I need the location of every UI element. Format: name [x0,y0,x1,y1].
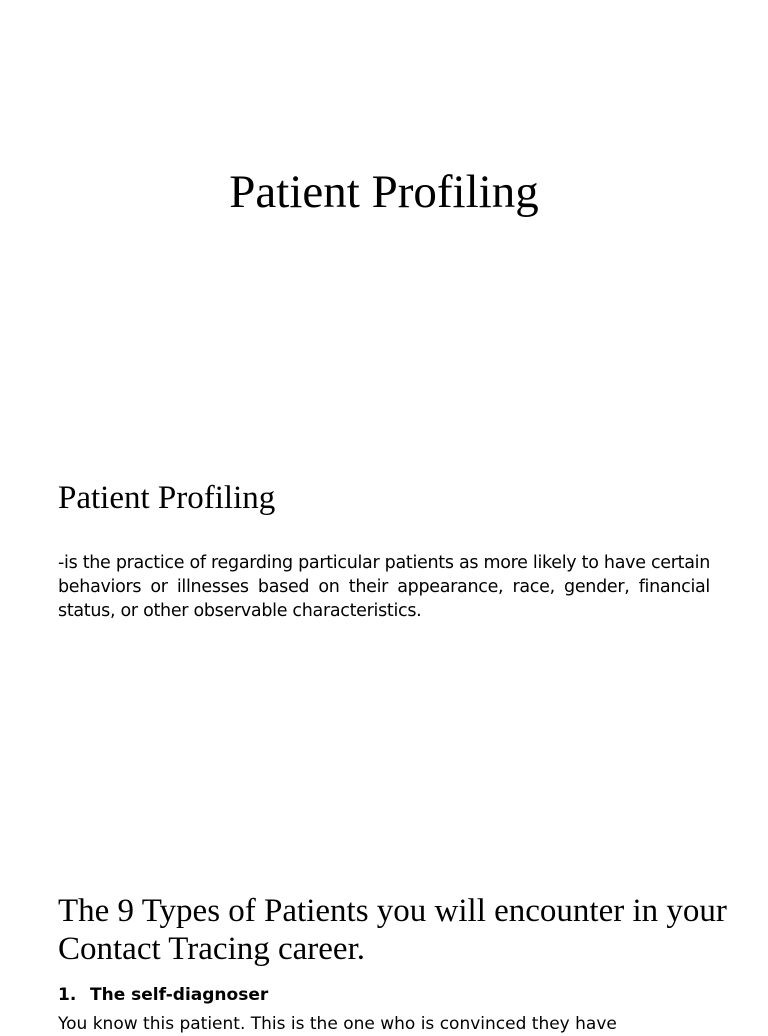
section-heading: Patient Profiling [58,480,276,516]
page-title: Patient Profiling [229,166,539,218]
list-item-label: The self-diagnoser [90,985,269,1005]
list-item-text: You know this patient. This is the one who is convinced they have [58,1014,617,1034]
list-item-number: 1. [58,985,77,1005]
patient-type-list [58,982,710,1036]
definition-text: -is the practice of regarding particular patients as more likely to have certain behaviors or illnesses based on their appearance, race, gender, financial status, or other observable characteristics. [58,553,710,621]
types-heading: The 9 Types of Patients you will encounter in your Contact Tracing career. [58,893,727,967]
list-item [58,982,710,1036]
list-item-title [58,982,710,1008]
